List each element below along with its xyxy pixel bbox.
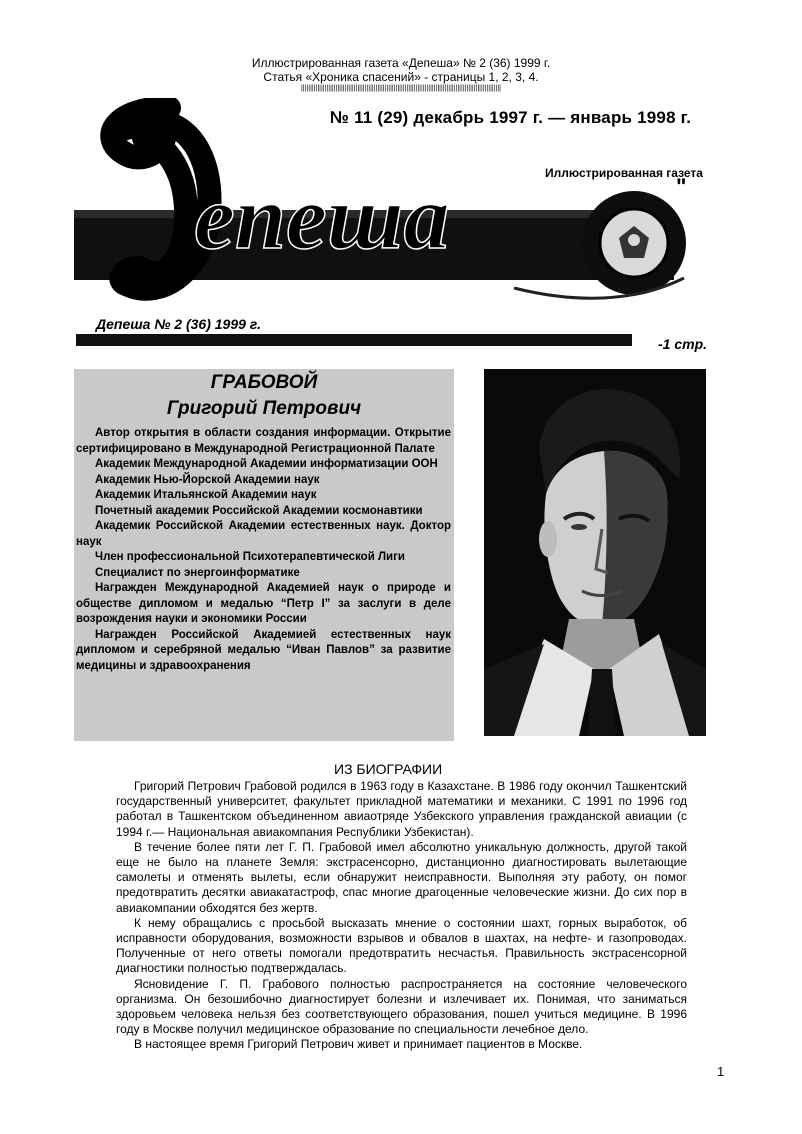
bio-item: Специалист по энергоинформатике	[95, 566, 300, 579]
issue-line: Депеша № 2 (36) 1999 г.	[96, 316, 261, 332]
article-paragraph: Ясновидение Г. П. Грабового полностью распространяется на состояние человеческого организма. Он безошибочно диагностирует болезни и излечивает их. Понимая, что заниматься здоровьем человека нельзя без соответствующего образования, пошел учиться медицине. В 1996 году в Москве получил медицинское образование по специальности лечебное дело.	[116, 976, 687, 1037]
section-rule	[76, 334, 632, 346]
svg-text:епеша: епеша	[194, 166, 450, 268]
portrait-image	[484, 369, 706, 736]
article-title: ИЗ БИОГРАФИИ	[334, 761, 443, 777]
svg-text:": "	[676, 174, 687, 199]
article-paragraph: В течение более пяти лет Г. П. Грабовой имел абсолютно уникальную должность, другой такой еще не было на планете Земля: экстрасенсорно, дистанционно диагностировать вылетающие самолеты и отменять вылеты, если обнаружит неисправности. Выполняя эту работу, он помог предотвратить десятки авиакатастроф, спас многие драгоценные человеческие жизни. До сих пор в авиакомпании обходятся без жертв.	[116, 839, 687, 915]
masthead-subtitle: Иллюстрированная газета	[545, 166, 703, 180]
bio-item: Академик Российской Академии естественных наук. Доктор наук	[76, 520, 451, 548]
header-dots: ||||||||||||||||||||||||||||||||||||||||||||||||||||||||||||||||||||||||||||||||||||||||||||||||||||||||||||||	[300, 85, 502, 92]
bio-item: Автор открытия в области создания информации. Открытие сертифицировано в Международной Регистрационной Палате	[76, 427, 451, 455]
bio-fullname: Григорий Петрович	[166, 398, 362, 419]
portrait-photo	[484, 369, 706, 736]
bio-item: Член профессиональной Психотерапевтической Лиги	[95, 551, 405, 563]
header-line-2: Статья «Хроника спасений» - страницы 1, 2, 3, 4.	[263, 70, 539, 84]
page-number: 1	[717, 1064, 725, 1079]
bio-surname: ГРАБОВОЙ	[210, 372, 318, 393]
masthead-issue: № 11 (29) декабрь 1997 г. — январь 1998 г.	[330, 108, 692, 127]
bio-item: Почетный академик Российской Академии космонавтики	[95, 504, 423, 517]
bio-item: Академик Нью-Йорской Академии наук	[95, 473, 320, 486]
article-paragraph: В настоящее время Григорий Петрович живет и принимает пациентов в Москве.	[134, 1037, 583, 1052]
newspaper-masthead	[74, 98, 716, 308]
article-paragraph: К нему обращались с просьбой высказать мнение о состоянии шахт, горных выработок, об исправности оборудования, возможности взрывов и обвалов в шахтах, на нефте- и газопроводах. Полученные от него ответы помогали предотвратить несчастья. Правильность экстрасенсорной диагностики полностью подтверждалась.	[116, 915, 687, 976]
page-reference: -1 стр.	[658, 336, 708, 352]
article-paragraph: Григорий Петрович Грабовой родился в 1963 году в Казахстане. В 1986 году окончил Ташкентский государственный университет, факультет прикладной математики и механики. С 1991 по 1996 год работал в Ташкентском объединенном авиаотряде Узбекского управления гражданской авиации (с 1994 г.— Национальная авиакомпания Республики Узбекистан).	[116, 779, 687, 839]
bio-item: Академик Международной Академии информатизации ООН	[95, 458, 438, 470]
header-line-1: Иллюстрированная газета «Депеша» № 2 (36) 1999 г.	[251, 56, 551, 70]
bio-item: Награжден Российской Академией естественных наук дипломом и серебряной медалью “Иван Павлов” за развитие медицины и здравоохранения	[76, 628, 451, 672]
header-note	[0, 56, 802, 94]
bio-item: Академик Итальянской Академии наук	[95, 489, 317, 501]
bio-list	[76, 426, 451, 674]
article-body	[116, 779, 687, 1053]
bio-item: Награжден Международной Академией наук о природе и обществе дипломом и медалью “Петр I” за заслуги в деле возрождения науки и экономики России	[76, 582, 451, 625]
